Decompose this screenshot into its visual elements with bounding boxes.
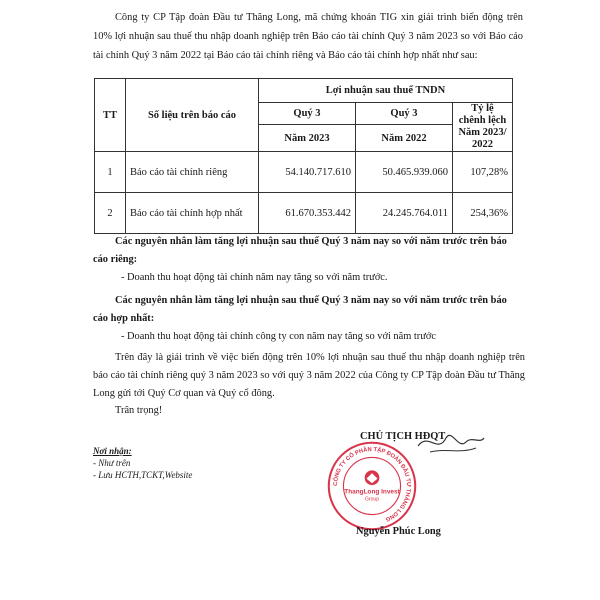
row-label: Báo cáo tài chính riêng xyxy=(126,152,259,193)
reason-consolidated-heading: Các nguyên nhân làm tăng lợi nhuận sau thuế Quý 3 năm nay so với năm trước trên báo cáo hợp nhất: xyxy=(93,295,507,324)
row-ratio: 107,28% xyxy=(453,152,513,193)
row-label: Báo cáo tài chính hợp nhất xyxy=(126,193,259,234)
intro-paragraph: Công ty CP Tập đoàn Đầu tư Thăng Long, mã chứng khoán TIG xin giải trình biến động trên 10% lợi nhuận sau thuế thu nhập doanh nghiệp trên Báo cáo tài chính Quý 3 năm 2023 so với Báo cáo tài chính Quý 3 năm 2022 tại Báo cáo tài chính riêng và Báo cáo tài chính hợp nhất như sau: xyxy=(93,12,523,61)
signer-name: Nguyễn Phúc Long xyxy=(356,526,441,537)
profit-table xyxy=(94,78,513,234)
recipient-item: - Như trên xyxy=(93,458,131,468)
col-q-2023: Quý 3 xyxy=(259,103,356,125)
row-tt: 1 xyxy=(95,152,126,193)
company-seal xyxy=(326,440,418,532)
row-value-2023: 61.670.353.442 xyxy=(259,193,356,234)
row-tt: 2 xyxy=(95,193,126,234)
closing-paragraph: Trên đây là giải trình về việc biến động trên 10% lợi nhuận sau thuế thu nhập doanh nghiệp trên báo cáo tài chính riêng quý 3 năm 2023 so với quý 3 năm 2022 của Công ty CP Tập đoàn Đầu tư Thăng Long gửi tới Quý Cơ quan và Quý cổ đông. xyxy=(93,352,525,399)
table-row xyxy=(95,193,513,234)
recipients-title: Nơi nhận: xyxy=(93,446,132,456)
seal-brand-sub: Group xyxy=(364,496,380,503)
seal-brand: ThangLong Invest xyxy=(344,488,400,496)
reason-consolidated-bullet: - Doanh thu hoạt động tài chính công ty con năm nay tăng so với năm trước xyxy=(121,331,436,342)
col-q-2022: Quý 3 xyxy=(356,103,453,125)
col-year-2023: Năm 2023 xyxy=(259,125,356,152)
seal-ring-text: CÔNG TY CỔ PHẦN TẬP ĐOÀN ĐẦU TƯ THĂNG LONG xyxy=(332,446,412,523)
regards: Trân trọng! xyxy=(115,405,163,416)
row-value-2022: 50.465.939.060 xyxy=(356,152,453,193)
table-row xyxy=(95,152,513,193)
reason-separate-section xyxy=(93,233,523,287)
reason-consolidated-section xyxy=(93,292,523,346)
group-header: Lợi nhuận sau thuế TNDN xyxy=(259,79,513,103)
recipient-item: - Lưu HCTH,TCKT,Website xyxy=(93,470,193,480)
row-value-2022: 24.245.764.011 xyxy=(356,193,453,234)
col-tt-header: TT xyxy=(95,79,126,152)
reason-separate-bullet: - Doanh thu hoạt động tài chính năm nay tăng so với năm trước. xyxy=(121,272,388,283)
col-year-2022: Năm 2022 xyxy=(356,125,453,152)
col-ratio-header: Tỷ lệ chênh lệch Năm 2023/ 2022 xyxy=(453,103,513,152)
row-ratio: 254,36% xyxy=(453,193,513,234)
row-value-2023: 54.140.717.610 xyxy=(259,152,356,193)
signature-mark xyxy=(410,424,490,464)
reason-separate-heading: Các nguyên nhân làm tăng lợi nhuận sau thuế Quý 3 năm nay so với năm trước trên báo cáo riêng: xyxy=(93,236,507,265)
col-label-header: Số liệu trên báo cáo xyxy=(126,79,259,152)
chair-title: CHỦ TỊCH HĐQT xyxy=(360,431,446,442)
recipients-block xyxy=(93,445,192,481)
